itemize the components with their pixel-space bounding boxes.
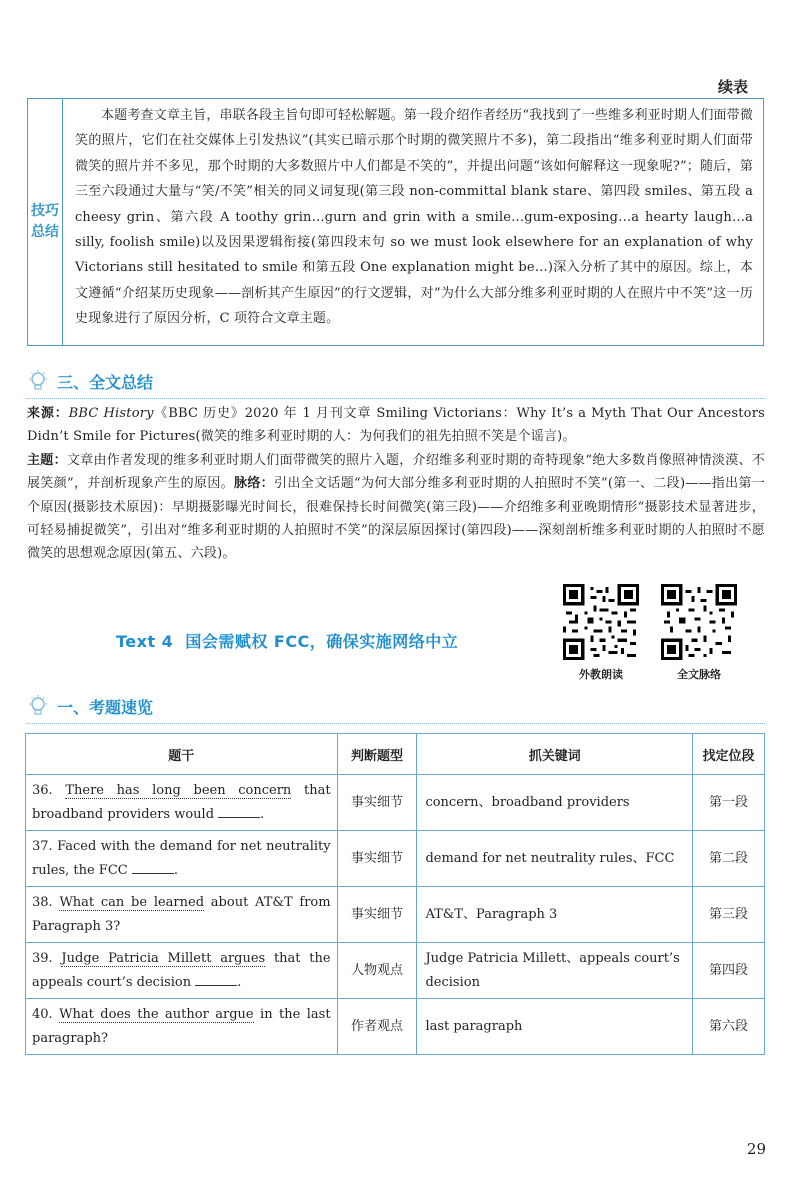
header-position: 找定位段 bbox=[693, 734, 765, 775]
table-row bbox=[26, 775, 765, 831]
theme-text: 文章由作者发现的维多利亚时期人们面带微笑的照片入题，介绍维多利亚时期的奇特现象“绝大多数肖像照神情淡漠、不展笑颜”，并剖析现象产生的原因。 bbox=[27, 452, 765, 492]
lightbulb-icon bbox=[27, 694, 49, 720]
source-paragraph bbox=[27, 402, 765, 449]
qr-code-outline[interactable] bbox=[661, 584, 737, 660]
theme-paragraph bbox=[27, 449, 765, 566]
question-stem bbox=[26, 831, 338, 887]
question-keywords: AT&T、Paragraph 3 bbox=[417, 887, 693, 943]
header-type: 判断题型 bbox=[337, 734, 417, 775]
question-number: 36. bbox=[32, 782, 66, 798]
tips-text: 本题考查文章主旨，串联各段主旨句即可轻松解题。第一段介绍作者经历“我找到了一些维多利亚时期人们面带微笑的照片，它们在社交媒体上引发热议”(其实已暗示那个时期的微笑照片不多)，第二段指出“维多利亚时期人们面带微笑的照片并不多见，那个时期的大多数照片中人们都是不笑的”，并提出问题“该如何解释这一现象呢?”；随后，第三至六段通过大量与“笑/不笑”相关的同义词复现(第三段 non-committal blank stare、第四段 smiles、第五段 a cheesy grin、第六段 A toothy grin…gurn and grin with a smile…gum-exposing…a hearty laugh…a silly, foolish smile)以及因果逻辑衔接(第四段末句 so we must look elsewhere for an explanation of why Victorians still hesitated to smile 和第五段 One explanation might be…)深入分析了其中的原因。综上，本文遵循“介绍某历史现象——剖析其产生原因”的行文逻辑，对“为什么大部分维多利亚时期的人在照片中不笑”这一历史现象进行了原因分析，C 项符合文章主题。 bbox=[75, 108, 753, 327]
question-stem bbox=[26, 943, 338, 999]
table-header-row bbox=[26, 734, 765, 775]
context-label: 脉络： bbox=[234, 476, 275, 492]
table-row bbox=[26, 943, 765, 999]
source-label: 来源： bbox=[27, 406, 69, 421]
qr-code-reading[interactable] bbox=[563, 584, 639, 660]
question-position: 第三段 bbox=[693, 887, 765, 943]
question-type: 事实细节 bbox=[337, 831, 417, 887]
theme-label: 主题： bbox=[27, 452, 67, 468]
text4-number: Text 4 bbox=[116, 632, 174, 651]
question-keyword: What can be learned bbox=[59, 894, 205, 910]
question-text: about AT&T from Paragraph 3? bbox=[32, 894, 331, 934]
question-keywords: concern、broadband providers bbox=[417, 775, 693, 831]
question-end: . bbox=[173, 862, 178, 878]
table-row bbox=[26, 999, 765, 1055]
question-keyword: There has long been concern bbox=[65, 782, 292, 798]
question-text: in the last paragraph? bbox=[32, 1006, 331, 1046]
continued-label: 续表 bbox=[717, 78, 748, 96]
table-row bbox=[26, 887, 765, 943]
question-text: that broadband providers would bbox=[32, 782, 331, 822]
question-end: . bbox=[237, 974, 242, 990]
question-end: . bbox=[260, 806, 265, 822]
section-summary-title: 三、全文总结 bbox=[57, 373, 154, 392]
section-summary-header bbox=[27, 369, 765, 395]
question-position: 第六段 bbox=[693, 999, 765, 1055]
page-number: 29 bbox=[746, 1140, 766, 1158]
table-row bbox=[26, 831, 765, 887]
source-title: BBC History bbox=[68, 406, 154, 421]
qr-label-reading: 外教朗读 bbox=[579, 668, 623, 681]
question-keywords: demand for net neutrality rules、FCC bbox=[417, 831, 693, 887]
tips-label-line1: 技巧 bbox=[31, 203, 59, 219]
divider bbox=[27, 723, 765, 724]
tips-box bbox=[27, 98, 764, 346]
context-text: 引出全文话题“为何大部分维多利亚时期的人拍照时不笑”(第一、二段)——指出第一个原因(摄影技术原因)：早期摄影曝光时间长，很难保持长时间微笑(第三段)——介绍维多利亚晚期情形“摄影技术显著进步，可轻易捕捉微笑”，引出对“维多利亚时期的人拍照时不笑”的深层原因探讨(第四段)——深刻剖析维多利亚时期的人拍照时不愿微笑的思想观念原因(第五、六段)。 bbox=[27, 476, 765, 562]
question-number: 37. bbox=[32, 838, 58, 854]
tips-label-line2: 总结 bbox=[31, 224, 59, 240]
question-type: 事实细节 bbox=[337, 887, 417, 943]
question-position: 第一段 bbox=[693, 775, 765, 831]
qr-label-outline: 全文脉络 bbox=[677, 668, 721, 681]
answer-blank bbox=[195, 973, 237, 986]
source-text: 《BBC 历史》2020 年 1 月刊文章 Smiling Victorians：Why It’s a Myth That Our Ancestors Didn’t Smile for Pictures(微笑的维多利亚时期的人：为何我们的祖先拍照不笑是个谣言)。 bbox=[27, 406, 765, 445]
question-text: Faced with the demand for net neutrality rules, the FCC bbox=[32, 838, 331, 878]
question-number: 38. bbox=[32, 894, 60, 910]
text4-title: 国会需赋权 FCC，确保实施网络中立 bbox=[185, 632, 459, 651]
question-keywords: last paragraph bbox=[417, 999, 693, 1055]
question-number: 40. bbox=[32, 1006, 60, 1022]
question-text: that the appeals court’s decision bbox=[32, 950, 331, 990]
question-stem bbox=[26, 887, 338, 943]
answer-blank bbox=[132, 861, 174, 874]
divider bbox=[27, 398, 765, 399]
section-overview-title: 一、考题速览 bbox=[57, 698, 154, 717]
question-type: 人物观点 bbox=[337, 943, 417, 999]
question-keyword: Judge Patricia Millett argues bbox=[61, 950, 266, 966]
question-keyword: What does the author argue bbox=[59, 1006, 254, 1022]
text4-heading bbox=[116, 629, 458, 652]
tips-label bbox=[28, 99, 63, 345]
summary-block bbox=[27, 402, 765, 566]
question-keywords: Judge Patricia Millett、appeals court’s decision bbox=[417, 943, 693, 999]
section-overview-header bbox=[27, 694, 765, 720]
answer-blank bbox=[218, 805, 260, 818]
header-stem: 题干 bbox=[26, 734, 338, 775]
question-type: 作者观点 bbox=[337, 999, 417, 1055]
question-stem bbox=[26, 999, 338, 1055]
header-keywords: 抓关键词 bbox=[417, 734, 693, 775]
question-stem bbox=[26, 775, 338, 831]
question-position: 第四段 bbox=[693, 943, 765, 999]
lightbulb-icon bbox=[27, 369, 49, 395]
question-type: 事实细节 bbox=[337, 775, 417, 831]
question-table bbox=[25, 733, 765, 1055]
question-number: 39. bbox=[32, 950, 62, 966]
question-position: 第二段 bbox=[693, 831, 765, 887]
